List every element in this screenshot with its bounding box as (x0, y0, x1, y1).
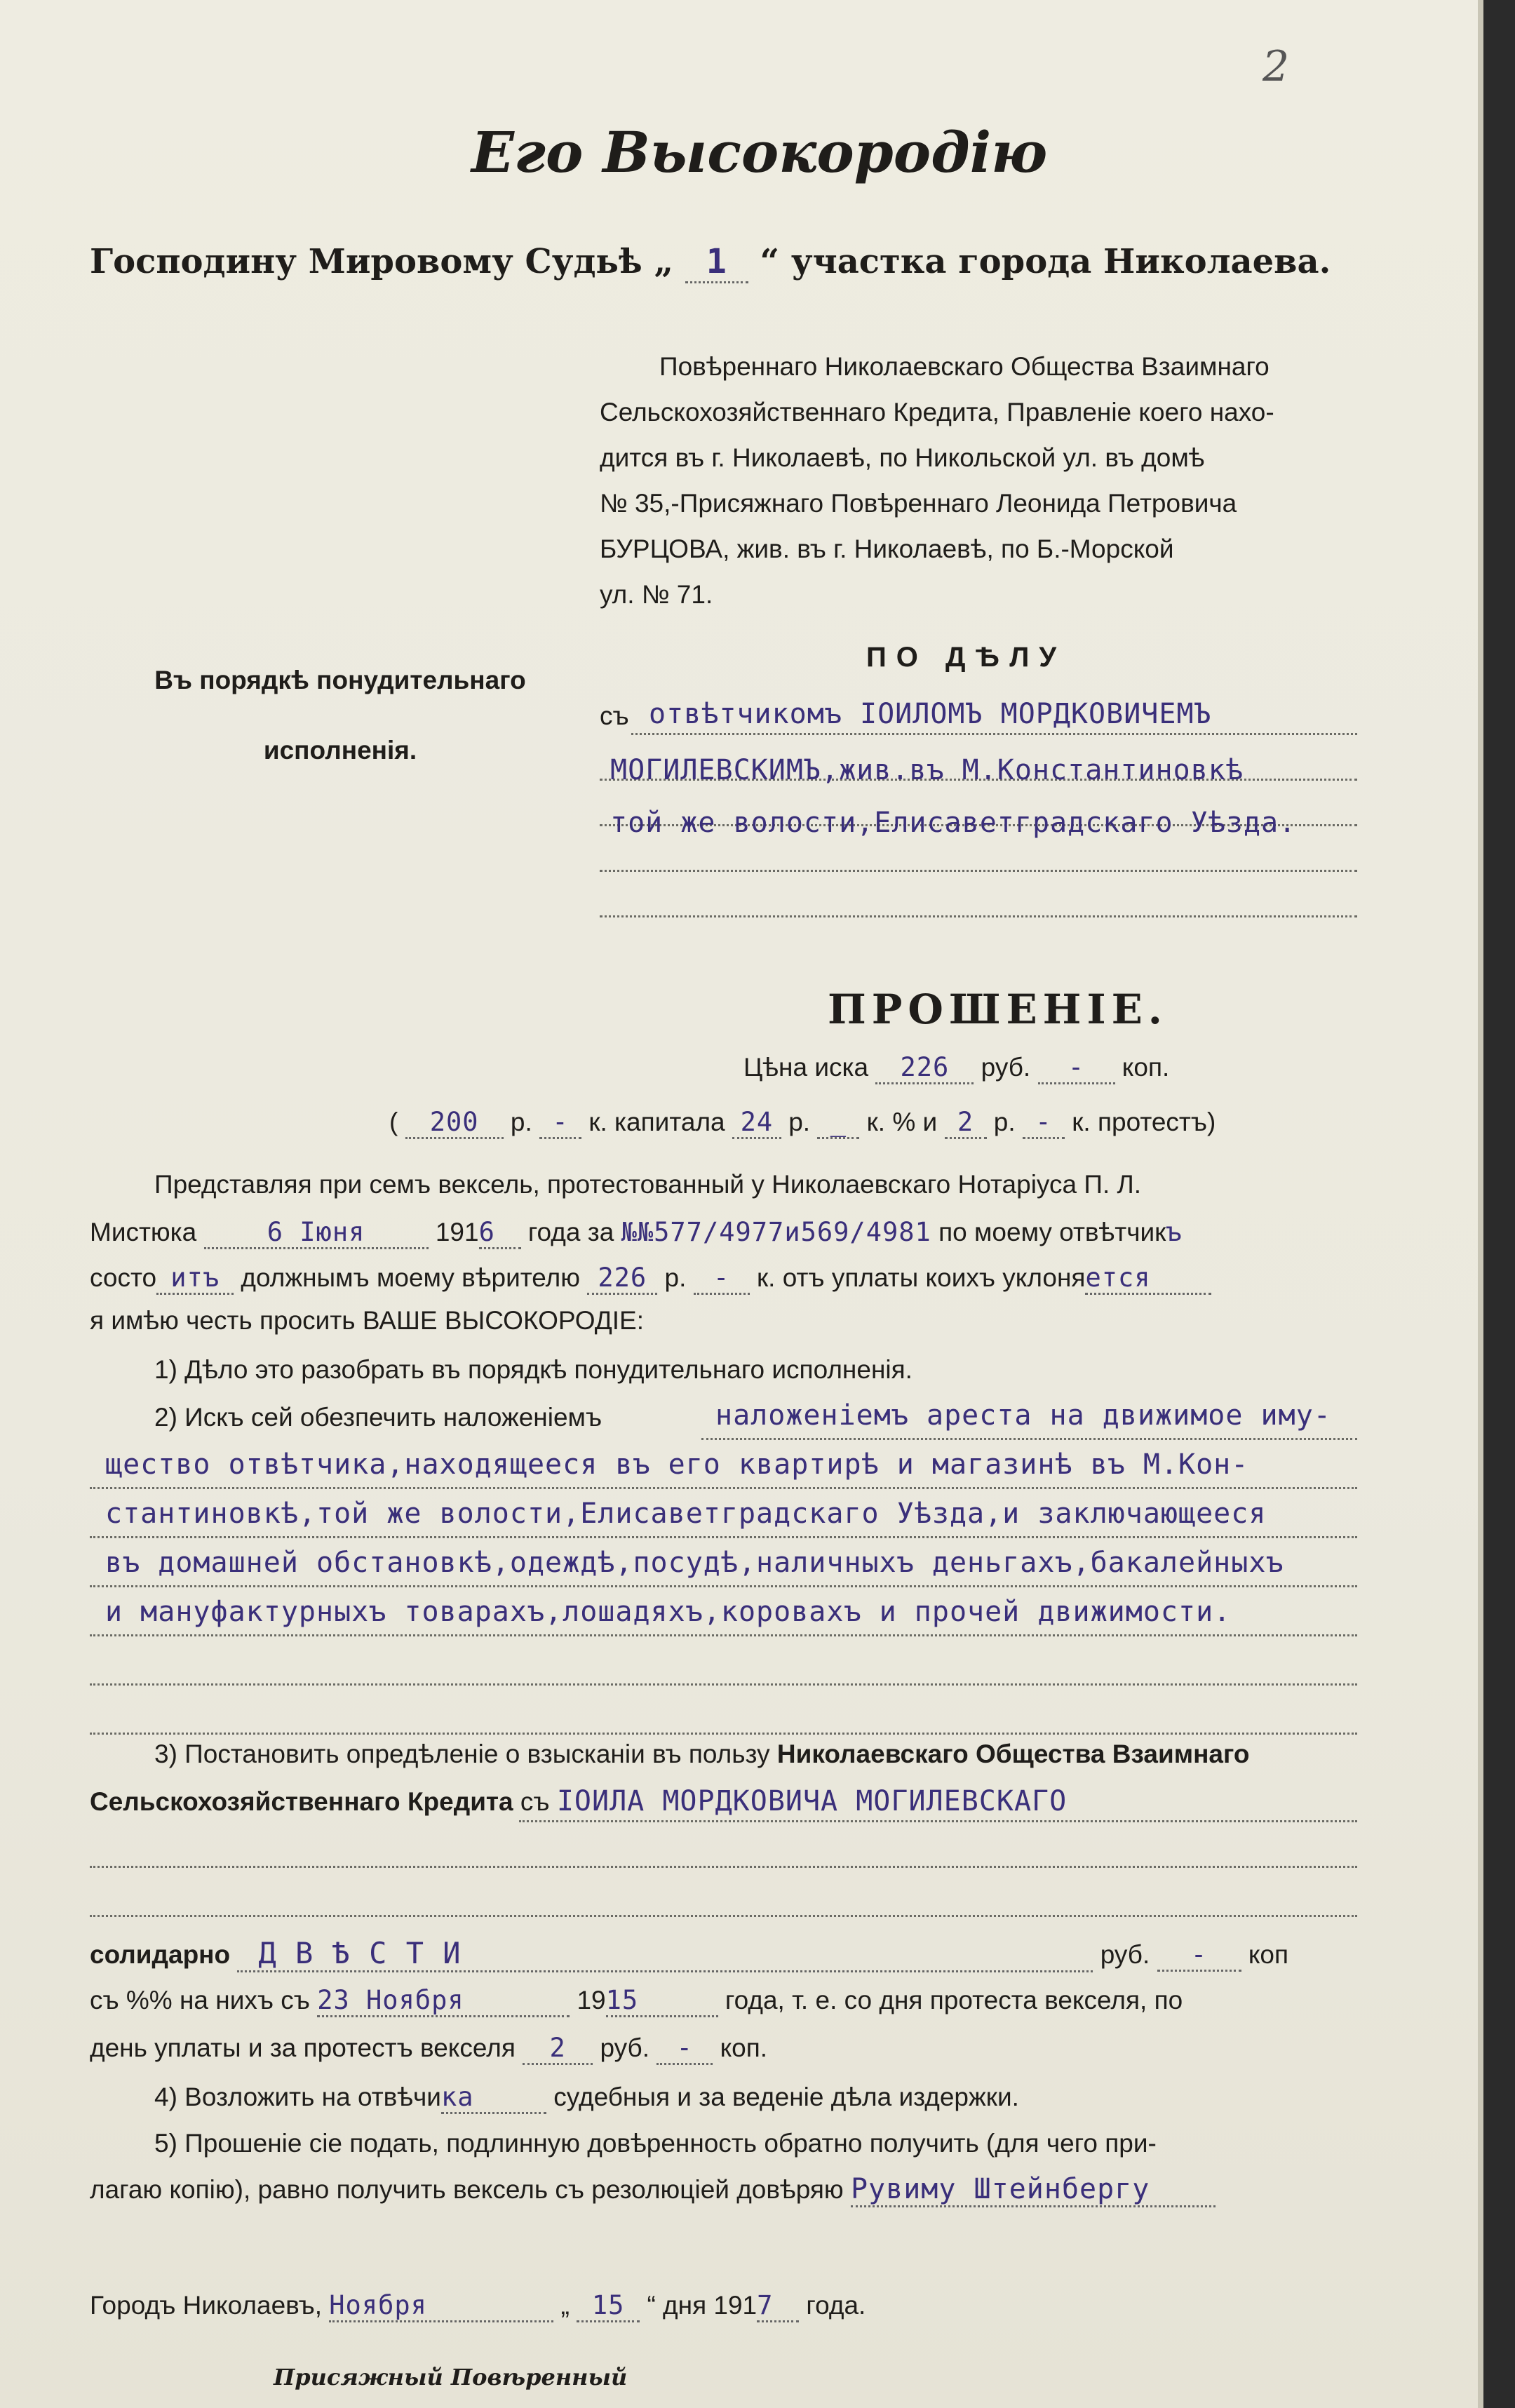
item-3-line-2 (90, 1785, 1067, 1817)
rub-label: руб. (600, 2033, 649, 2062)
item3-rule (90, 1915, 1357, 1917)
district-number: 1 (685, 242, 748, 283)
rub-abbr: р. (664, 1263, 687, 1292)
claim-kop-value: - (1038, 1052, 1115, 1084)
credit-name: Сельскохозяйственнаго Кредита (90, 1787, 513, 1816)
debtor-text: должнымъ моему вѣрителю (241, 1263, 580, 1292)
item2-rule (701, 1438, 1357, 1440)
case-typed-line: отвѣтчикомъ ІОИЛОМЪ МОРДКОВИЧЕМЪ (649, 698, 1212, 730)
item2-typed: наложеніемъ ареста на движимое иму- (715, 1399, 1331, 1432)
claim-rub-value: 226 (875, 1052, 974, 1084)
order-note (98, 645, 582, 786)
interest-label: к. % (866, 1108, 916, 1136)
year-prefix: 19 (577, 1986, 606, 2014)
capital-label: к. капитала (588, 1108, 725, 1136)
case-line-rule (600, 870, 1357, 872)
capital-rub: 200 (405, 1107, 504, 1139)
item4-rest: судебныя и за веденіе дѣла издержки. (553, 2083, 1019, 2111)
evade-ending: ется (1085, 1263, 1211, 1295)
evade-text: к. отъ уплаты коихъ уклоня (756, 1263, 1086, 1292)
item-2-prefix: 2) Искъ сей обезпечить наложеніемъ (154, 1403, 602, 1432)
defendant-ending: ъ (1166, 1217, 1183, 1247)
trustee-name: Рувиму Штейнбергу (851, 2173, 1216, 2207)
year-prefix: 191 (713, 2291, 758, 2320)
header-line: № 35,-Присяжнаго Повѣреннаго Леонида Петровича (600, 489, 1237, 518)
salutation: Его Высокородію (471, 119, 1048, 185)
day-label: “ дня (647, 2291, 707, 2320)
protest-rub: 2 (945, 1107, 987, 1139)
item4-typed: ка (441, 2082, 546, 2114)
order-line: Въ порядкѣ понудительнаго (154, 666, 526, 694)
page-number: 2 (1262, 42, 1290, 91)
kop-value: - (656, 2033, 713, 2065)
open-quote: „ (560, 2291, 570, 2320)
item2-rule (90, 1634, 1357, 1636)
body-line-1: Представляя при семъ вексель, протестованный у Николаевскаго Нотаріуса П. Л. (154, 1170, 1142, 1199)
addressee-line (90, 242, 1331, 283)
item2-typed: щество отвѣтчика,находящееся въ его квартирѣ и магазинѣ въ М.Кон- (105, 1448, 1249, 1481)
protest-label: к. протестъ) (1072, 1108, 1216, 1136)
claim-kop-label: коп. (1122, 1053, 1170, 1082)
header-line: Сельскохозяйственнаго Кредита, Правленіе коего нахо- (600, 398, 1274, 426)
item2-rule (90, 1733, 1357, 1735)
paren: ( (389, 1108, 398, 1136)
interest-rub: 24 (732, 1107, 781, 1139)
interest-kop: _ (817, 1107, 859, 1139)
rub-label: руб. (1100, 1940, 1150, 1969)
society-name: Николаевскаго Общества Взаимнаго (776, 1740, 1250, 1768)
year-digit: 7 (757, 2290, 799, 2322)
body-line-3 (90, 1263, 1211, 1295)
case-line-rule (600, 915, 1357, 917)
amount-words: Д В Ѣ С Т И (237, 1936, 1093, 1972)
case-typed-line: той же волости,Елисаветградскаго Уѣзда. (610, 807, 1297, 839)
capital-kop: - (539, 1107, 581, 1139)
body-line-2 (90, 1217, 1183, 1249)
rub-abbr: р. (993, 1108, 1016, 1136)
state-word: состо (90, 1263, 157, 1292)
interest-line (90, 1985, 1183, 2017)
solidarno-label: солидарно (90, 1940, 231, 1969)
addressee-text: Господину Мировому Судьѣ „ (90, 242, 674, 281)
rub-abbr: р. (788, 1108, 811, 1136)
year-prefix: 191 (435, 1218, 479, 1246)
item-5-line-1: 5) Прошеніе сіе подать, подлинную довѣренность обратно получить (для чего при- (154, 2129, 1157, 2158)
document-title: ПРОШЕНІЕ. (828, 986, 1168, 1033)
month: Ноября (329, 2290, 553, 2322)
item2-typed: и мануфактурныхъ товарахъ,лошадяхъ,коровахъ и прочей движимости. (105, 1596, 1232, 1628)
item3-rule (519, 1820, 1357, 1822)
header-line: дится въ г. Николаевѣ, по Никольской ул. въ домѣ (600, 443, 1205, 472)
item2-rule (90, 1536, 1357, 1538)
debt-sum: 226 (587, 1263, 657, 1295)
rub-abbr: р. (510, 1108, 532, 1136)
body-line-4: я имѣю честь просить ВАШЕ ВЫСОКОРОДІЕ: (90, 1306, 645, 1335)
item-1: 1) Дѣло это разобрать въ порядкѣ понудительнаго исполненія. (154, 1355, 913, 1384)
breakdown-line (389, 1107, 1216, 1139)
item3-rule (90, 1866, 1357, 1868)
scan-border (1483, 0, 1515, 2408)
city: Городъ Николаевъ, (90, 2291, 322, 2320)
item2-rule (90, 1487, 1357, 1489)
header-line: Повѣреннаго Николаевскаго Общества Взаимнаго (659, 352, 1270, 381)
kop-label: коп (1248, 1940, 1289, 1969)
header-paragraph (600, 344, 1357, 617)
year-digit: 6 (479, 1217, 521, 1249)
payday-line (90, 2033, 767, 2065)
case-line-rule (631, 733, 1357, 735)
item5-text: лагаю копію), равно получить вексель съ резолюціей довѣряю (90, 2175, 844, 2204)
protest-cost: 2 (523, 2033, 593, 2065)
year-label: года за (527, 1218, 614, 1246)
notary-name: Мистюка (90, 1218, 197, 1246)
claim-rub-label: руб. (981, 1053, 1031, 1082)
addressee-rest: “ участка города Николаева. (760, 242, 1331, 281)
item3-text: 3) Постановить опредѣленіе о взысканіи въ пользу (154, 1740, 770, 1768)
po-delu-heading: ПО ДѢЛУ (866, 642, 1067, 673)
case-typed-line: МОГИЛЕВСКИМЪ,жив.въ М.Константиновкѣ (610, 754, 1244, 786)
kop-label: коп. (720, 2033, 768, 2062)
with-word: съ (520, 1787, 550, 1816)
and-word: и (922, 1108, 938, 1136)
paper-edge-shadow (1478, 0, 1483, 2408)
claim-line (743, 1052, 1169, 1084)
item-3-line (154, 1740, 1250, 1769)
footer-date-line (90, 2290, 866, 2322)
rub-value: - (1157, 1939, 1241, 1972)
item2-rule (90, 1585, 1357, 1587)
header-line: ул. № 71. (600, 580, 713, 609)
protest-kop: - (1023, 1107, 1065, 1139)
case-prefix: съ (600, 701, 629, 730)
day: 15 (577, 2290, 640, 2322)
item-4 (154, 2082, 1019, 2114)
interest-date: 23 Ноября (317, 1985, 570, 2017)
interest-rest: года, т. е. со дня протеста векселя, по (725, 1986, 1183, 2014)
defendant-name: ІОИЛА МОРДКОВИЧА МОГИЛЕВСКАГО (556, 1785, 1068, 1817)
header-line: БУРЦОВА, жив. въ г. Николаевѣ, по Б.-Морской (600, 534, 1174, 563)
year-digit: 15 (606, 1985, 718, 2017)
payday-text: день уплаты и за протестъ векселя (90, 2033, 516, 2062)
bill-numbers: №№577/4977и569/4981 (621, 1217, 931, 1247)
item2-typed: въ домашней обстановкѣ,одеждѣ,посудѣ,наличныхъ деньгахъ,бакалейныхъ (105, 1547, 1284, 1579)
item2-rule (90, 1683, 1357, 1686)
debt-kop: - (694, 1263, 750, 1295)
interest-text: съ %% на нихъ съ (90, 1986, 310, 2014)
item4-text: 4) Возложить на отвѣчи (154, 2083, 441, 2111)
item2-typed: стантиновкѣ,той же волости,Елисаветградскаго Уѣзда,и заключающееся (105, 1498, 1267, 1530)
signature-label: Присяжный Повѣренный (274, 2364, 628, 2390)
order-line: исполненія. (263, 736, 417, 765)
protest-date: 6 Іюня (204, 1217, 429, 1249)
item-5-line-2 (90, 2173, 1216, 2207)
state-ending: итъ (156, 1263, 234, 1295)
defendant-word: по моему отвѣтчик (938, 1218, 1166, 1246)
claim-label: Цѣна иска (743, 1053, 869, 1082)
year-label: года. (806, 2291, 866, 2320)
solidarno-line (90, 1936, 1288, 1972)
